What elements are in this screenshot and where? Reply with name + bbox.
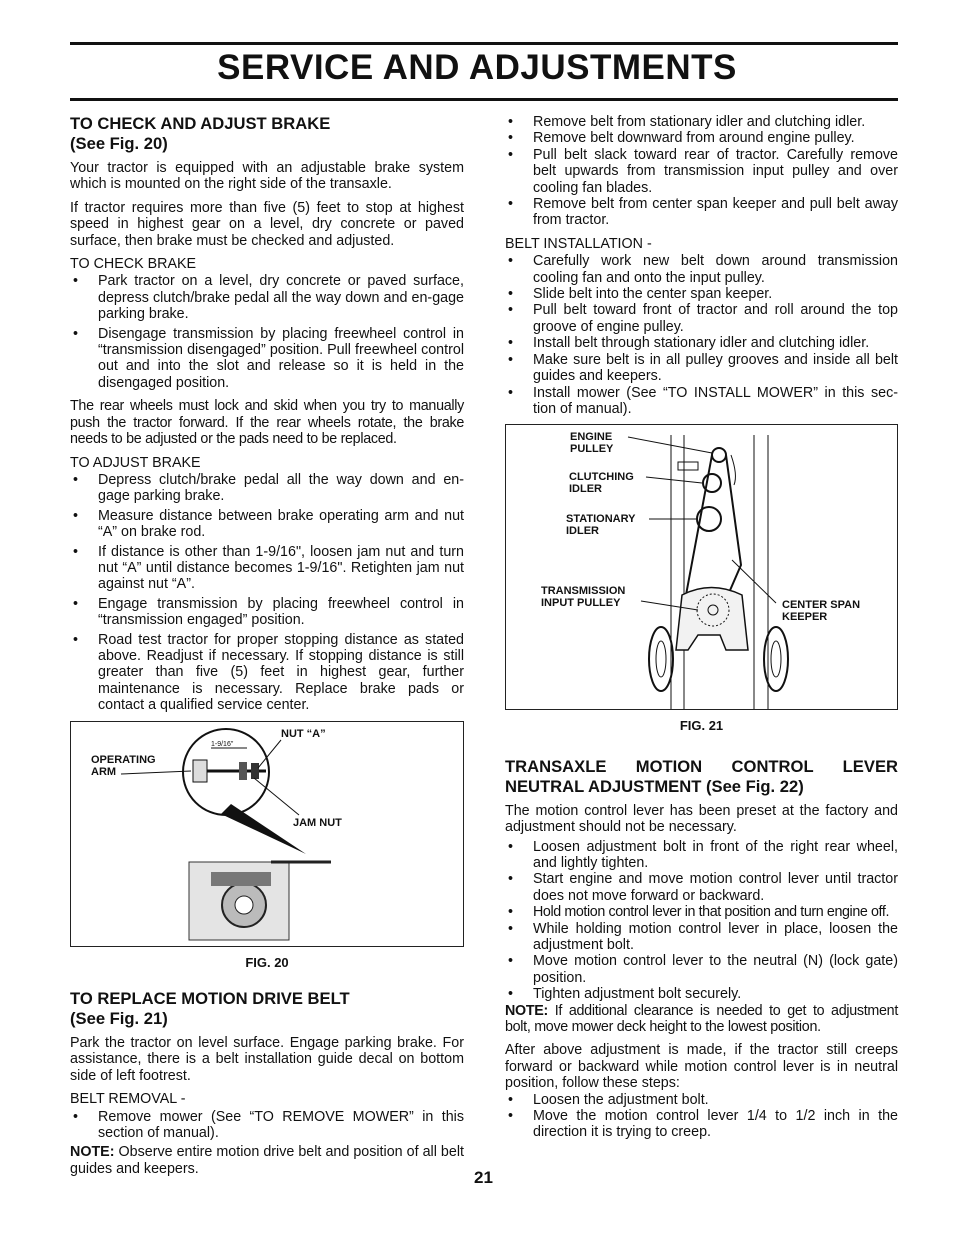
belt-removal-label: BELT REMOVAL - bbox=[70, 1091, 186, 1108]
brake-heading bbox=[70, 114, 464, 154]
list-item: • Pull belt toward front of tractor and roll around the top groove of engine pulley. bbox=[505, 302, 898, 335]
list-item: • While holding motion control lever in place, loosen the adjustment bolt. bbox=[505, 921, 898, 954]
brake-paragraph-1: Your tractor is equipped with an adjustable brake system which is mounted on the right side of the transaxle. bbox=[70, 160, 464, 193]
belt-heading bbox=[70, 989, 464, 1029]
belt-installation-list bbox=[505, 253, 898, 417]
belt-paragraph-1: Park the tractor on level surface. Engage parking brake. For assistance, there is a belt installation guide decal on bottom side of left footrest. bbox=[70, 1035, 464, 1084]
belt-removal-list bbox=[70, 1109, 464, 1142]
list-item: • Move motion control lever to the neutral (N) (lock gate) position. bbox=[505, 953, 898, 986]
belt-removal-list-continued bbox=[505, 114, 898, 229]
brake-heading-line1: TO CHECK AND ADJUST BRAKE bbox=[70, 114, 331, 133]
center-span-keeper-label: CENTER SPAN KEEPER bbox=[782, 599, 861, 624]
list-item: • Park tractor on a level, dry concrete or paved surface, depress clutch/brake pedal all the way down and en-gage parking brake. bbox=[70, 273, 464, 322]
list-item: • Install belt through stationary idler and clutching idler. bbox=[505, 335, 898, 351]
list-item: • Remove belt downward from around engine pulley. bbox=[505, 130, 898, 146]
list-item: • Remove mower (See “TO REMOVE MOWER” in this section of manual). bbox=[70, 1109, 464, 1142]
note-label: NOTE: bbox=[70, 1144, 115, 1161]
list-item: • Make sure belt is in all pulley grooves and inside all belt guides and keepers. bbox=[505, 352, 898, 385]
nut-a-label: NUT “A” bbox=[281, 727, 326, 740]
check-brake-label: TO CHECK BRAKE bbox=[70, 256, 197, 273]
list-item: • Install mower (See “TO INSTALL MOWER” in this sec-tion of manual). bbox=[505, 385, 898, 418]
page-number: 21 bbox=[474, 1168, 493, 1187]
jam-nut-label: JAM NUT bbox=[293, 816, 342, 829]
list-item: • Measure distance between brake operating arm and nut “A” on brake rod. bbox=[70, 508, 464, 541]
note-text: Observe entire motion drive belt and position of all belt guides and keepers. bbox=[70, 1144, 464, 1177]
list-item: • Remove belt from stationary idler and clutching idler. bbox=[505, 114, 898, 130]
adjust-brake-list bbox=[70, 472, 464, 714]
fig-20-brake-diagram bbox=[70, 721, 464, 947]
top-rule bbox=[70, 42, 898, 45]
list-item: • Loosen adjustment bolt in front of the right rear wheel, and lightly tighten. bbox=[505, 839, 898, 872]
dimension-label: 1-9/16" bbox=[211, 740, 234, 748]
check-brake-list bbox=[70, 273, 464, 391]
list-item: • Tighten adjustment bolt securely. bbox=[505, 986, 898, 1002]
fig-21-belt-diagram bbox=[505, 424, 898, 710]
list-item: • Start engine and move motion control lever until tractor does not move forward or backward. bbox=[505, 871, 898, 904]
list-item: • Disengage transmission by placing freewheel control in “transmission disengaged” position. Pull freewheel control out and into the slot and release so it is held in the disengaged position. bbox=[70, 326, 464, 392]
transmission-input-pulley-label: TRANSMISSION INPUT PULLEY bbox=[541, 585, 626, 610]
transaxle-list bbox=[505, 839, 898, 1003]
left-column bbox=[70, 114, 464, 1184]
after-adjustment-list bbox=[505, 1092, 898, 1141]
list-item: • Hold motion control lever in that position and turn engine off. bbox=[505, 904, 898, 920]
list-item: • Loosen the adjustment bolt. bbox=[505, 1092, 898, 1108]
adjust-brake-label: TO ADJUST BRAKE bbox=[70, 454, 201, 471]
belt-illustration bbox=[506, 425, 899, 709]
list-item: • Slide belt into the center span keeper. bbox=[505, 286, 898, 302]
operating-arm-label: OPERATING ARM bbox=[91, 753, 156, 778]
list-item: • If distance is other than 1-9/16", loosen jam nut and turn nut “A” until distance becomes 1-9/16". Retighten jam nut against nut “A”. bbox=[70, 544, 464, 593]
fig-21-caption: FIG. 21 bbox=[679, 718, 724, 734]
after-adjustment-paragraph: After above adjustment is made, if the tractor still creeps forward or backward while motion control lever is in neutral position, follow these steps: bbox=[505, 1042, 898, 1092]
list-item: • Remove belt from center span keeper and pull belt away from tractor. bbox=[505, 196, 898, 229]
belt-installation-label: BELT INSTALLATION - bbox=[505, 235, 652, 252]
brake-heading-line2: (See Fig. 20) bbox=[70, 134, 168, 153]
belt-note bbox=[70, 1144, 464, 1177]
page-title: SERVICE AND ADJUSTMENTS bbox=[217, 48, 737, 87]
list-item: • Road test tractor for proper stopping distance as stated above. Readjust if necessary. If stopping distance is still greater than five (5) feet in highest gear, further maintenance is necessary. Replace brake pads or contact a qualified service center. bbox=[70, 632, 464, 714]
list-item: • Depress clutch/brake pedal all the way down and en-gage parking brake. bbox=[70, 472, 464, 505]
brake-paragraph-2: If tractor requires more than five (5) feet to stop at highest speed in highest gear on a level, dry concrete or paved surface, then brake must be checked and adjusted. bbox=[70, 199, 464, 249]
stationary-idler-label: STATIONARY IDLER bbox=[566, 513, 636, 538]
right-column bbox=[505, 114, 898, 1148]
list-item: • Move the motion control lever 1/4 to 1/2 inch in the direction it is trying to creep. bbox=[505, 1108, 898, 1141]
title-rule bbox=[70, 98, 898, 101]
clutching-idler-label: CLUTCHING IDLER bbox=[569, 471, 634, 496]
belt-heading-line2: (See Fig. 21) bbox=[70, 1009, 168, 1028]
transaxle-paragraph: The motion control lever has been preset at the factory and adjustment should not be necessary. bbox=[505, 802, 898, 836]
list-item: • Engage transmission by placing freewheel control in “transmission engaged” position. bbox=[70, 596, 464, 629]
belt-heading-line1: TO REPLACE MOTION DRIVE BELT bbox=[70, 989, 350, 1008]
transaxle-note bbox=[505, 1003, 898, 1036]
list-item: • Pull belt slack toward rear of tractor. Carefully remove belt upwards from transmission input pulley and over cooling fan blades. bbox=[505, 147, 898, 196]
transaxle-heading: TRANSAXLE MOTION CONTROL LEVER NEUTRAL ADJUSTMENT (See Fig. 22) bbox=[505, 756, 898, 796]
note-text: If additional clearance is needed to get to adjustment bolt, move mower deck height to the lowest position. bbox=[505, 1002, 898, 1035]
fig-20-caption: FIG. 20 bbox=[245, 954, 289, 970]
note-label: NOTE: bbox=[505, 1002, 548, 1019]
brake-paragraph-3: The rear wheels must lock and skid when you try to manually push the tractor forward. If the rear wheels rotate, the brake needs to be adjusted or the pads need to be replaced. bbox=[70, 398, 464, 448]
engine-pulley-label: ENGINE PULLEY bbox=[570, 431, 614, 456]
list-item: • Carefully work new belt down around transmission cooling fan and onto the input pulley. bbox=[505, 253, 898, 286]
